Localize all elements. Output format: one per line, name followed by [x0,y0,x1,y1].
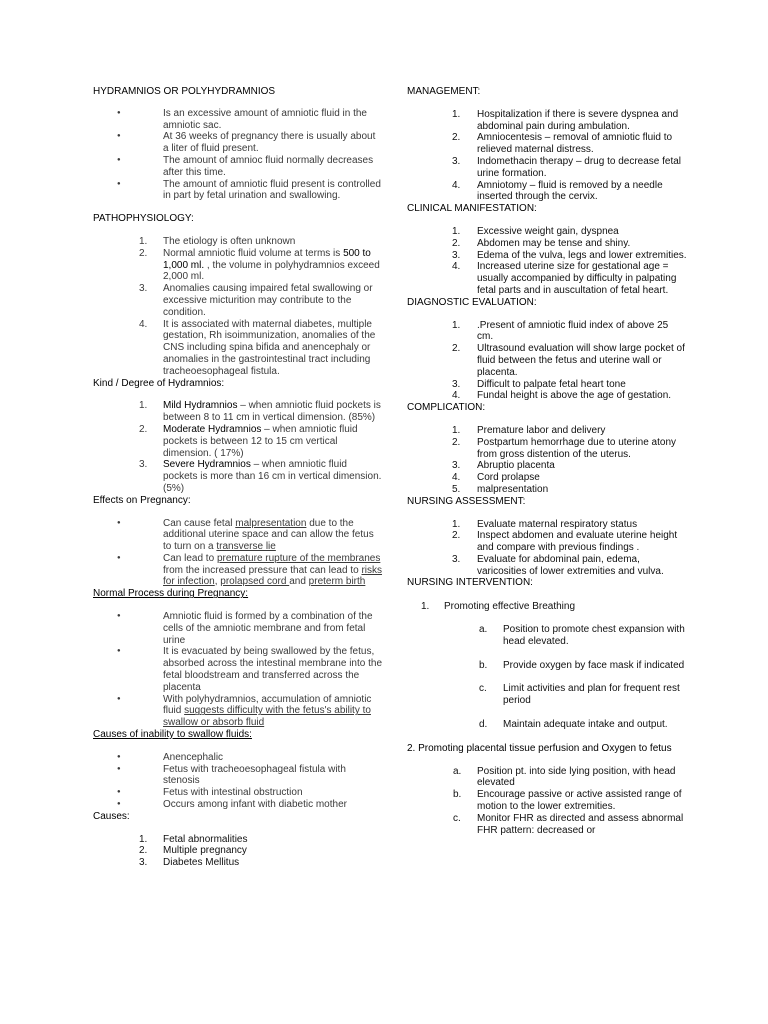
effects-heading: Effects on Pregnancy: [93,494,191,506]
causes-list [93,834,383,869]
list-item: 1. Premature labor and delivery [452,424,606,436]
list-item: ● The amount of amnioc fluid normally decreases after this time. [93,155,383,179]
list-item: 3. Severe Hydramnios – when amniotic fluid pockets is more than 16 cm in vertical dimension. (5%) [139,459,382,494]
intervention-1-list [407,624,687,731]
causes-heading: Causes: [93,810,130,822]
right-column [407,86,687,836]
list-item: 2. Abdomen may be tense and shiny. [452,237,631,249]
intervention-2-list [407,766,687,837]
list-item: 1. The etiology is often unknown [139,235,296,247]
list-item: 1. Hospitalization if there is severe dyspnea and abdominal pain during ambulation. [452,108,679,132]
management-list [407,109,687,203]
doc-title: HYDRAMNIOS OR POLYHYDRAMNIOS [93,86,276,97]
list-item: 2. Amniocentesis – removal of amniotic fluid to relieved maternal distress. [452,132,673,156]
list-item: c. Limit activities and plan for frequent rest period [479,683,680,707]
list-item: 4. It is associated with maternal diabetes, multiple gestation, Rh isoimmunization, anomalies of the CNS including spina bifida and anencephaly or anomalies in the gastrointestinal tract including tracheoesophageal fistula. [139,318,376,377]
effects-list [93,518,383,589]
list-item: 2. Normal amniotic fluid volume at terms is 500 to 1,000 ml. , the volume in polyhydramnios exceed 2,000 ml. [139,247,380,283]
management-heading: MANAGEMENT: [407,86,481,97]
list-item: 2. Inspect abdomen and evaluate uterine height and compare with previous findings . [452,530,678,554]
diagnostic-heading: DIAGNOSTIC EVALUATION: [407,296,537,308]
list-item: 2. Multiple pregnancy [139,845,247,857]
complication-list [407,425,687,496]
list-item: 1. Fetal abnormalities [139,833,248,845]
pathophysiology-heading: PATHOPHYSIOLOGY: [93,213,194,225]
list-item: b. Provide oxygen by face mask if indicated [479,659,685,671]
list-item: c. Monitor FHR as directed and assess abnormal FHR pattern: decreased or [453,812,684,836]
list-item: ● With polyhydramnios, accumulation of amniotic fluid suggests difficulty with the fetus's ability to swallow or absorb fluid [93,694,383,729]
list-item: ● Amniotic fluid is formed by a combination of the cells of the amniotic membrane and from fetal urine [93,611,383,646]
inability-heading: Causes of inability to swallow fluids: [93,729,252,741]
list-item: 3. Difficult to palpate fetal heart tone [452,378,626,390]
list-item: 1. Evaluate maternal respiratory status [452,518,638,530]
list-item: ● Can cause fetal malpresentation due to the additional uterine space and can allow the fetus to turn on a transverse lie [93,518,383,553]
list-item: 1. .Present of amniotic fluid index of above 25 cm. [452,319,669,343]
intervention-heading: NURSING INTERVENTION: [407,577,533,589]
normal-process-list [93,611,383,729]
list-item: 3. Evaluate for abdominal pain, edema, varicosities of lower extremities and vulva. [452,553,664,577]
list-item: 1. Excessive weight gain, dyspnea [452,225,619,237]
diagnostic-list [407,320,687,403]
list-item: a. Position to promote chest expansion with head elevated. [479,624,685,647]
list-item: ● Occurs among infant with diabetic mother [93,799,383,811]
list-item: 3. Edema of the vulva, legs and lower extremities. [452,249,687,261]
clinical-heading: CLINICAL MANIFESTATION: [407,203,537,215]
list-item: ● Is an excessive amount of amniotic fluid in the amniotic sac. [93,108,383,132]
list-item: 4. Increased uterine size for gestational age = usually accompanied by difficulty in palpating fetal parts and in auscultation of fetal heart. [452,261,677,296]
list-item: 3. Indomethacin therapy – drug to decrease fetal urine formation. [452,155,682,179]
list-item: 3. Diabetes Mellitus [139,857,240,869]
list-item: 4. Cord prolapse [452,472,540,484]
list-item: 4. Fundal height is above the age of gestation. [452,390,672,402]
list-item: 1. Mild Hydramnios – when amniotic fluid pockets is between 8 to 11 cm in vertical dimension. (85%) [139,400,381,424]
intervention-2: 2. Promoting placental tissue perfusion and Oxygen to fetus [407,742,672,754]
list-item: 5. malpresentation [452,483,549,495]
complication-heading: COMPLICATION: [407,402,486,414]
inability-list [93,752,383,811]
assessment-heading: NURSING ASSESSMENT: [407,495,526,507]
list-item: ● At 36 weeks of pregnancy there is usually about a liter of fluid present. [93,131,383,155]
list-item: ● The amount of amniotic fluid present is controlled in part by fetal urination and swallowing. [93,179,383,203]
list-item: b. Encourage passive or active assisted range of motion to the lower extremities. [453,789,682,813]
list-item: ● Fetus with tracheoesophageal fistula with stenosis [93,764,383,788]
list-item: 3. Abruptio placenta [452,460,555,472]
clinical-list [407,226,687,297]
intervention-1: 1. Promoting effective Breathing [421,601,576,613]
list-item: ● Can lead to premature rupture of the membranes from the increased pressure that can lead to risks for infection, prolapsed cord and preterm birth [93,553,383,588]
normal-process-heading: Normal Process during Pregnancy: [93,588,249,600]
list-item: ● Fetus with intestinal obstruction [93,787,383,799]
pathophysiology-list [93,236,383,378]
kind-list [93,400,383,494]
kind-heading: Kind / Degree of Hydramnios: [93,377,225,389]
list-item: a. Position pt. into side lying position, with head elevated [453,765,676,789]
list-item: 4. Amniotomy – fluid is removed by a needle inserted through the cervix. [452,179,663,203]
list-item: 2. Ultrasound evaluation will show large pocket of fluid between the fetus and uterine wall or placenta. [452,343,685,378]
list-item: 3. Anomalies causing impaired fetal swallowing or excessive micturition may contribute to the condition. [139,283,373,318]
list-item: ● Anencephalic [93,752,383,764]
list-item: 2. Moderate Hydramnios – when amniotic fluid pockets is between 12 to 15 cm vertical dimension. ( 17%) [139,423,358,459]
intro-list [93,108,383,202]
list-item: ● It is evacuated by being swallowed by the fetus, absorbed across the intestinal membrane into the fetal bloodstream and transferred across the placenta [93,646,383,693]
list-item: d. Maintain adequate intake and output. [479,719,668,731]
left-column [93,86,383,869]
assessment-list [407,519,687,578]
list-item: 2. Postpartum hemorrhage due to uterine atony from gross distention of the uterus. [452,436,677,460]
